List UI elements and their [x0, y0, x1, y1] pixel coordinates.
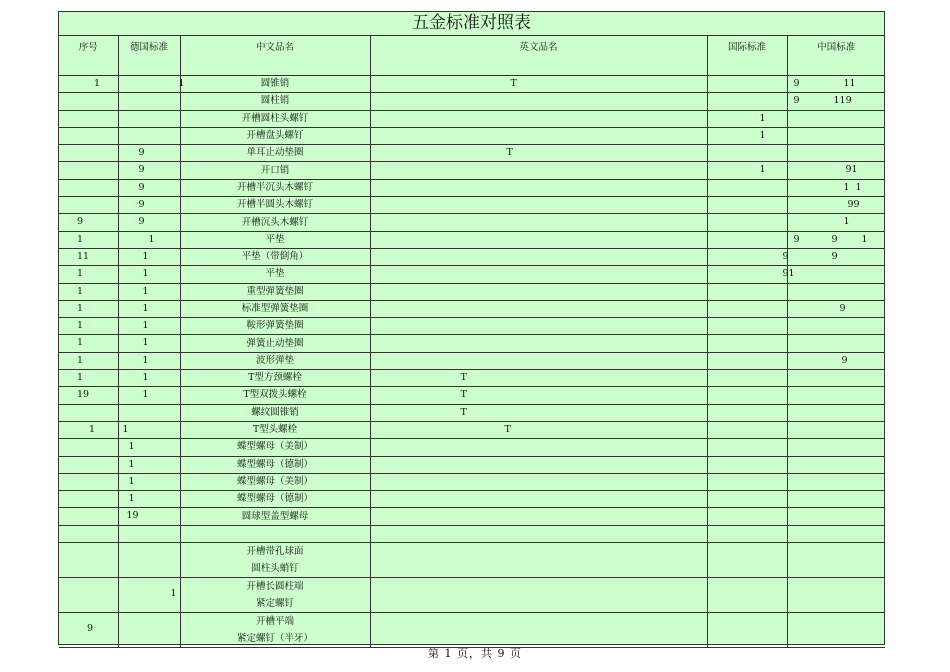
- gb-value: 11: [843, 78, 856, 89]
- en-name-cell: [370, 197, 707, 214]
- gb-cell: [787, 335, 885, 352]
- table-row: [59, 76, 885, 93]
- cn-name-cell: 单耳止动垫圈: [180, 145, 370, 162]
- table-row: [59, 248, 885, 265]
- gb-value: 99: [847, 199, 860, 211]
- cn-name-cell: 圆球型盖型螺母: [180, 508, 370, 525]
- gb-cell: [787, 508, 885, 525]
- table-row: [59, 283, 885, 300]
- iso-cell: [707, 456, 787, 473]
- en-name-cell: [370, 93, 707, 110]
- iso-cell: [707, 491, 787, 508]
- gb-cell: [787, 127, 885, 144]
- din-value: 1: [142, 372, 149, 384]
- en-name-cell: [370, 421, 707, 438]
- gb-value: 119: [833, 95, 852, 107]
- iso-cell: [707, 421, 787, 438]
- en-value: T: [460, 389, 467, 401]
- table-row: [59, 491, 885, 508]
- table-row: [59, 543, 885, 578]
- en-name-cell: [370, 352, 707, 369]
- seq-cell: [59, 179, 118, 196]
- seq-value: 1: [77, 372, 84, 384]
- din-cell: [118, 491, 180, 508]
- din-cell: [118, 162, 180, 179]
- col-header-seq: 序号: [59, 36, 118, 76]
- din-cell: [118, 613, 180, 648]
- table-row: [59, 404, 885, 421]
- seq-cell: [59, 352, 118, 369]
- din-value: 1: [142, 354, 149, 366]
- gb-value: 9: [841, 354, 848, 366]
- col-header-gb: 中国标准: [787, 36, 885, 76]
- cn-name-cell: T型双拨头螺栓: [180, 387, 370, 404]
- iso-cell: [707, 231, 787, 248]
- gb-value: 9: [793, 78, 800, 89]
- col-header-cn-name: 中文品名: [180, 36, 370, 76]
- gb-value: 9: [831, 233, 838, 245]
- table-row: [59, 421, 885, 438]
- en-name-cell: [370, 473, 707, 490]
- gb-cell: [787, 110, 885, 127]
- en-name-cell: [370, 248, 707, 265]
- en-name-cell: [370, 404, 707, 421]
- en-name-cell: [370, 335, 707, 352]
- iso-cell: [707, 404, 787, 421]
- din-cell: [118, 214, 180, 231]
- seq-cell: [59, 421, 118, 438]
- col-header-en-name: 英文品名: [370, 36, 707, 76]
- cn-name-line: 圆柱头蛸钉: [251, 563, 299, 575]
- din-value: 9: [138, 216, 145, 228]
- din-cell: [118, 370, 180, 387]
- cn-name-cell: T型方颈螺栓: [180, 370, 370, 387]
- table-row: [59, 197, 885, 214]
- en-name-cell: [370, 266, 707, 283]
- din-cell: [118, 93, 180, 110]
- din-cell: [118, 283, 180, 300]
- din-value: 1: [142, 337, 149, 349]
- din-cell: [118, 318, 180, 335]
- iso-cell: [707, 162, 787, 179]
- iso-cell: [707, 300, 787, 317]
- iso-cell: [707, 335, 787, 352]
- gb-cell: [787, 179, 885, 196]
- seq-value: 19: [77, 389, 90, 401]
- cn-name-cell: 平垫: [180, 266, 370, 283]
- iso-cell: [707, 613, 787, 648]
- iso-cell: [707, 179, 787, 196]
- din-value: 1: [178, 78, 185, 89]
- en-name-cell: [370, 110, 707, 127]
- iso-cell: [707, 197, 787, 214]
- iso-cell: [707, 93, 787, 110]
- en-name-cell: [370, 76, 707, 93]
- seq-cell: [59, 370, 118, 387]
- din-value: 1: [128, 475, 135, 487]
- iso-value: 1: [759, 129, 766, 141]
- gb-cell: [787, 145, 885, 162]
- iso-cell: [707, 508, 787, 525]
- en-name-cell: [370, 231, 707, 248]
- en-name-cell: [370, 439, 707, 456]
- iso-cell: [707, 473, 787, 490]
- seq-cell: [59, 335, 118, 352]
- seq-cell: [59, 162, 118, 179]
- en-value: T: [504, 423, 511, 435]
- gb-cell: [782, 248, 885, 265]
- seq-cell: [59, 456, 118, 473]
- din-value: 9: [138, 199, 145, 211]
- din-value: 9: [138, 181, 145, 193]
- din-value: 1: [170, 588, 177, 600]
- gb-value: 9: [839, 302, 846, 314]
- en-value: T: [460, 406, 467, 418]
- seq-cell: [59, 93, 118, 110]
- cn-name-cell: [180, 525, 370, 542]
- gb-cell: [787, 439, 885, 456]
- gb-cell: [787, 300, 885, 317]
- cn-name-cell: 蝶型螺母（德制）: [180, 491, 370, 508]
- table-row: [59, 387, 885, 404]
- cn-name-cell: 鞍形弹簧垫圈: [180, 318, 370, 335]
- table-row: [59, 473, 885, 490]
- gb-cell: [787, 318, 885, 335]
- table-row: [59, 456, 885, 473]
- table-row: [59, 370, 885, 387]
- en-name-cell: [370, 456, 707, 473]
- seq-cell: [59, 248, 118, 265]
- seq-cell: [59, 525, 118, 542]
- cn-name-cell: 螺纹圆锥销: [180, 404, 370, 421]
- cn-name-line: 开槽带孔球面: [246, 546, 304, 558]
- seq-cell: [59, 508, 118, 525]
- gb-cell: [787, 283, 885, 300]
- gb-cell: [787, 214, 885, 231]
- din-cell: [118, 127, 180, 144]
- table-row: [59, 93, 885, 110]
- standards-table: [59, 36, 885, 648]
- sheet-title: 五金标准对照表: [59, 12, 884, 36]
- seq-cell: [59, 300, 118, 317]
- seq-value: 1: [89, 423, 96, 435]
- table-row: [59, 127, 885, 144]
- cn-name-cell: 蝶型螺母（德制）: [180, 456, 370, 473]
- gb-cell: [787, 370, 885, 387]
- cn-name-cell: 波形弹垫: [180, 352, 370, 369]
- din-cell: [118, 248, 180, 265]
- table-row: [59, 231, 885, 248]
- din-value: 1: [142, 268, 149, 280]
- cn-name-cell: 圆柱销: [180, 93, 370, 110]
- gb-cell: [787, 491, 885, 508]
- iso-cell: [707, 352, 787, 369]
- seq-cell: [59, 473, 118, 490]
- gb-value: 1: [861, 233, 868, 245]
- gb-cell: [787, 352, 885, 369]
- cn-name-cell: 蝶型螺母（美制）: [180, 439, 370, 456]
- iso-cell: [707, 266, 787, 283]
- iso-cell: [707, 248, 787, 265]
- din-cell: [118, 473, 180, 490]
- iso-cell: [707, 387, 787, 404]
- seq-value: 1: [77, 320, 84, 332]
- cn-name-cell: 蝶型螺母（美制）: [180, 473, 370, 490]
- gb-value: 9: [782, 250, 789, 262]
- table-row: [59, 525, 885, 542]
- en-value: T: [460, 372, 467, 384]
- iso-cell: [707, 370, 787, 387]
- iso-cell: [707, 525, 787, 542]
- iso-cell: [707, 318, 787, 335]
- din-cell: [118, 421, 180, 438]
- en-name-cell: [370, 214, 707, 231]
- col-header-iso: 国际标准: [707, 36, 787, 76]
- seq-cell: [59, 145, 118, 162]
- seq-cell: [59, 127, 118, 144]
- gb-cell: [787, 387, 885, 404]
- seq-cell: [59, 197, 118, 214]
- gb-value: 9: [793, 233, 800, 245]
- seq-cell: [59, 578, 118, 613]
- din-value: 1: [142, 389, 149, 401]
- gb-cell: [787, 543, 885, 578]
- cn-name-cell: [180, 613, 370, 648]
- cn-name-cell: 弹簧止动垫圈: [180, 335, 370, 352]
- seq-cell: [59, 387, 118, 404]
- seq-value: 1: [77, 233, 84, 245]
- en-value: T: [506, 147, 513, 159]
- table-row: [59, 335, 885, 352]
- table-row: [59, 352, 885, 369]
- en-name-cell: [370, 283, 707, 300]
- en-name-cell: [370, 179, 707, 196]
- seq-cell: [59, 404, 118, 421]
- col-header-din: 德国标准: [118, 36, 180, 76]
- gb-cell: [782, 266, 885, 283]
- cn-name-cell: [180, 543, 370, 578]
- iso-cell: [707, 214, 787, 231]
- gb-cell: [787, 404, 885, 421]
- en-value: T: [510, 78, 517, 89]
- en-name-cell: [370, 370, 707, 387]
- seq-value: 1: [94, 78, 101, 89]
- seq-value: 1: [77, 302, 84, 314]
- seq-value: 9: [77, 216, 84, 228]
- table-row: [59, 266, 885, 283]
- din-cell: [118, 335, 180, 352]
- din-cell: [118, 110, 180, 127]
- iso-cell: [707, 283, 787, 300]
- din-cell: [118, 525, 180, 542]
- en-name-cell: [370, 162, 707, 179]
- din-cell: [118, 145, 180, 162]
- table-row: [59, 578, 885, 613]
- gb-cell: [787, 613, 885, 648]
- seq-cell: [59, 543, 118, 578]
- en-name-cell: [370, 508, 707, 525]
- din-cell: [118, 387, 180, 404]
- en-name-cell: [370, 300, 707, 317]
- cn-name-cell: 开槽半圆头木螺钉: [180, 197, 370, 214]
- en-name-cell: [370, 318, 707, 335]
- din-value: 1: [142, 302, 149, 314]
- gb-value: 1: [843, 216, 850, 228]
- cn-name-cell: 开槽半沉头木螺钉: [180, 179, 370, 196]
- seq-cell: [59, 214, 118, 231]
- en-name-cell: [370, 491, 707, 508]
- gb-value: 91: [845, 164, 858, 176]
- din-cell: [118, 439, 180, 456]
- en-name-cell: [370, 387, 707, 404]
- cn-name-line: 开槽平端: [255, 616, 294, 628]
- table-row: [59, 110, 885, 127]
- table-row: [59, 613, 885, 648]
- en-name-cell: [370, 543, 707, 578]
- din-cell: [118, 352, 180, 369]
- gb-value: 1: [843, 181, 850, 193]
- en-name-cell: [370, 525, 707, 542]
- seq-cell: [59, 283, 118, 300]
- seq-cell: [59, 491, 118, 508]
- seq-cell: [59, 318, 118, 335]
- din-value: 1: [142, 250, 149, 262]
- din-value: 1: [142, 285, 149, 297]
- table-row: [59, 439, 885, 456]
- header-row: [59, 36, 885, 76]
- seq-cell: [59, 231, 118, 248]
- table-row: [59, 162, 885, 179]
- gb-value: 9: [793, 95, 800, 107]
- gb-value: 91: [782, 268, 795, 280]
- table-row: [59, 179, 885, 196]
- din-cell: [118, 456, 180, 473]
- cn-name-line: 紧定螺钉: [255, 598, 294, 610]
- seq-cell: [59, 76, 118, 93]
- page-footer: 第 1 页，共 9 页: [428, 647, 522, 660]
- seq-value: 9: [87, 623, 94, 635]
- din-cell: [118, 300, 180, 317]
- seq-cell: [59, 110, 118, 127]
- en-name-cell: [370, 613, 707, 648]
- din-value: 1: [142, 320, 149, 332]
- seq-cell: [59, 439, 118, 456]
- din-cell: [118, 508, 180, 525]
- din-cell: [118, 543, 180, 578]
- cn-name-cell: T型头螺栓: [180, 421, 370, 438]
- cn-name-line: 紧定螺钉（半牙）: [236, 633, 313, 645]
- iso-cell: [707, 439, 787, 456]
- gb-cell: [787, 456, 885, 473]
- seq-value: 1: [77, 268, 84, 280]
- gb-cell: [787, 93, 885, 110]
- seq-value: 1: [77, 354, 84, 366]
- iso-cell: [707, 110, 787, 127]
- gb-cell: [787, 578, 885, 613]
- iso-cell: [707, 127, 787, 144]
- cn-name-cell: [180, 578, 370, 613]
- seq-value: 1: [77, 337, 84, 349]
- din-value: 1: [128, 458, 135, 470]
- en-name-cell: [370, 145, 707, 162]
- cn-name-cell: 平垫: [180, 231, 370, 248]
- cn-name-cell: 开槽圆柱头螺钉: [180, 110, 370, 127]
- cn-name-cell: 开口销: [180, 162, 370, 179]
- din-cell: [118, 404, 180, 421]
- din-value: 1: [122, 423, 129, 435]
- din-cell: [118, 76, 185, 93]
- cn-name-cell: 平垫（带倒角）: [180, 248, 370, 265]
- table-row: [59, 300, 885, 317]
- gb-cell: [787, 76, 885, 93]
- en-name-cell: [370, 578, 707, 613]
- din-cell: [118, 578, 180, 613]
- din-cell: [118, 179, 180, 196]
- cn-name-line: 开槽长圆柱端: [246, 581, 304, 593]
- table-row: [59, 318, 885, 335]
- cn-name-cell: 开槽沉头木螺钉: [180, 214, 370, 231]
- din-cell: [118, 266, 180, 283]
- seq-value: 11: [77, 250, 90, 262]
- gb-cell: [787, 421, 885, 438]
- gb-cell: [787, 231, 885, 248]
- iso-cell: [707, 145, 787, 162]
- iso-value: 1: [759, 112, 766, 124]
- cn-name-cell: 开槽盘头螺钉: [180, 127, 370, 144]
- din-value: 9: [138, 147, 145, 159]
- en-name-cell: [370, 127, 707, 144]
- din-value: 1: [128, 493, 135, 505]
- seq-cell: [59, 613, 118, 648]
- din-cell: [118, 197, 180, 214]
- cn-name-cell: 标准型弹簧垫圈: [180, 300, 370, 317]
- din-cell: [118, 231, 180, 248]
- table-row: [59, 214, 885, 231]
- seq-value: 1: [77, 285, 84, 297]
- gb-cell: [787, 473, 885, 490]
- gb-value: 9: [831, 250, 838, 262]
- gb-value: 1: [855, 181, 862, 193]
- din-value: 19: [126, 510, 139, 522]
- gb-cell: [787, 197, 885, 214]
- table-row: [59, 145, 885, 162]
- gb-cell: [787, 162, 885, 179]
- iso-cell: [707, 543, 787, 578]
- spreadsheet-page: [58, 11, 885, 645]
- iso-cell: [707, 578, 787, 613]
- din-value: 1: [128, 441, 135, 453]
- seq-cell: [59, 266, 118, 283]
- cn-name-cell: 圆锥销: [180, 76, 370, 93]
- iso-cell: [707, 76, 787, 93]
- table-row: [59, 508, 885, 525]
- din-value: 1: [148, 233, 155, 245]
- iso-value: 1: [759, 164, 766, 176]
- din-value: 9: [138, 164, 145, 176]
- gb-cell: [787, 525, 885, 542]
- cn-name-cell: 重型弹簧垫圈: [180, 283, 370, 300]
